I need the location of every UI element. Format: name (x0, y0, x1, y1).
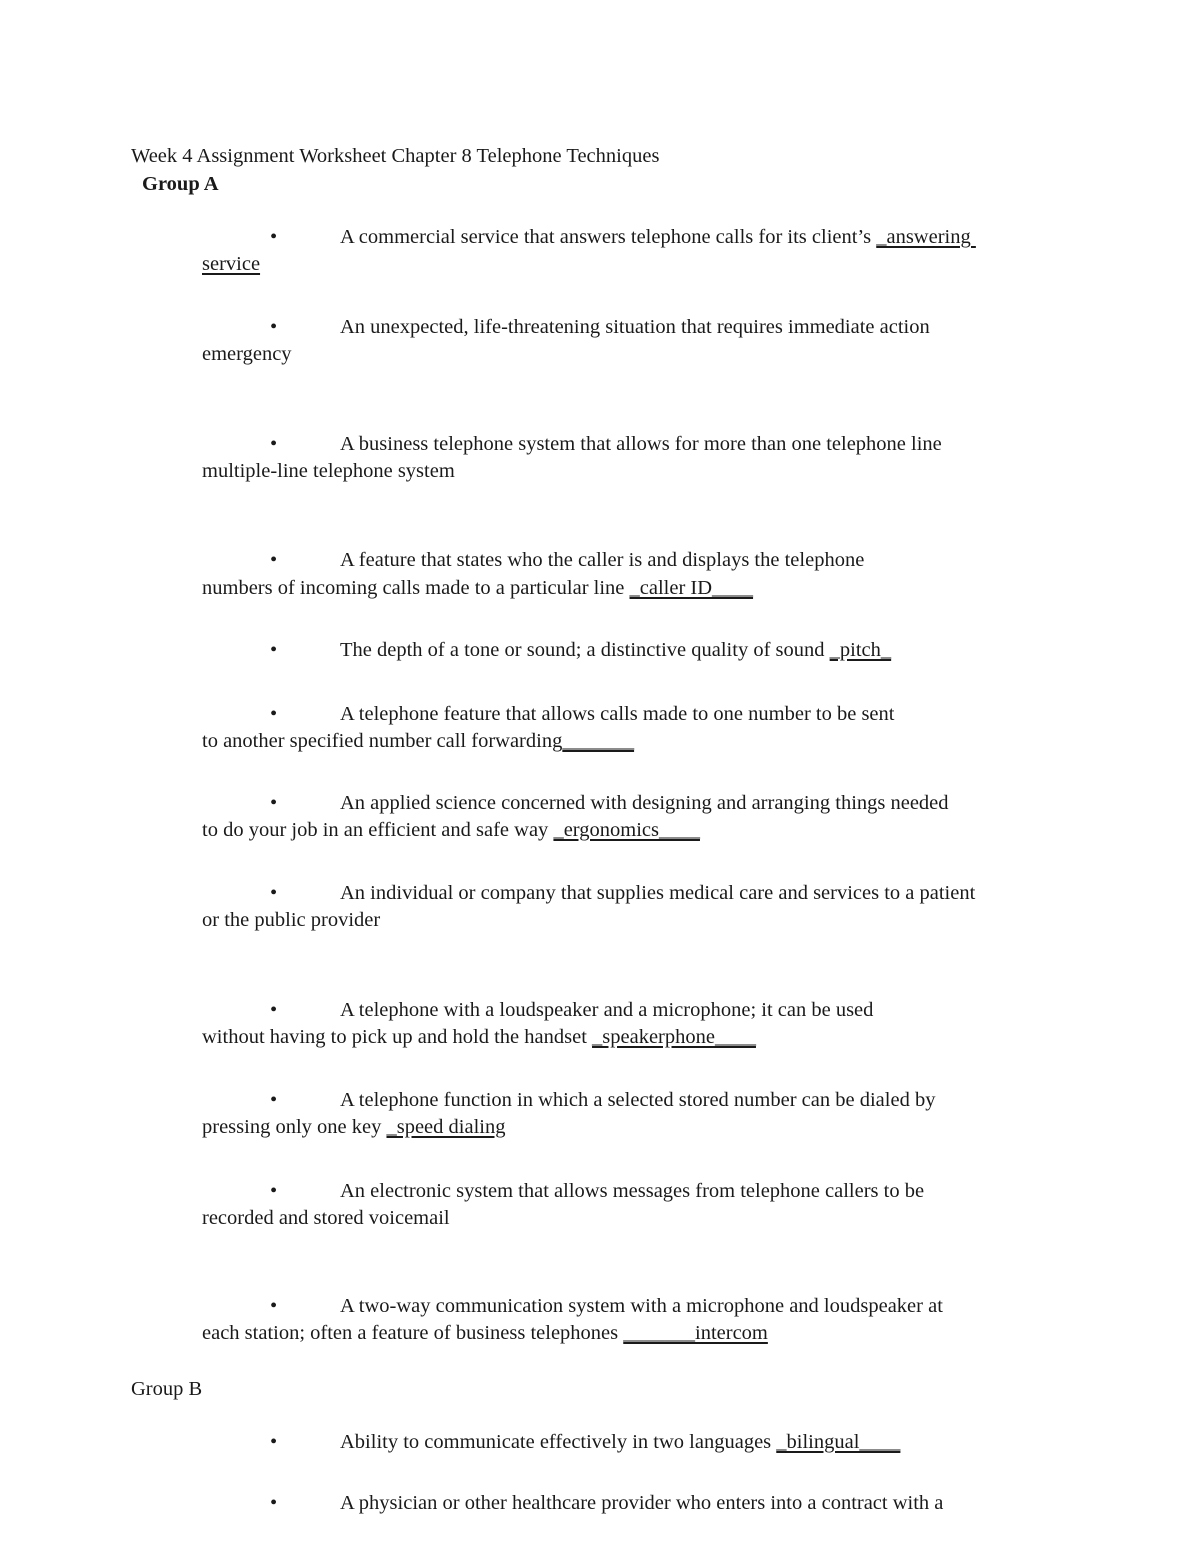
bullet-icon: • (270, 316, 278, 338)
item-question: A business telephone system that allows for more than one telephone line (340, 433, 942, 455)
item-question: An individual or company that supplies medical care and services to a patient (340, 882, 976, 904)
item-question: Ability to communicate effectively in two languages _bilingual____ (340, 1431, 901, 1453)
item-question: An applied science concerned with designing and arranging things needed (340, 792, 949, 814)
item-answer: _bilingual____ (776, 1431, 901, 1453)
item-question: The depth of a tone or sound; a distinctive quality of sound _pitch_ (340, 639, 892, 661)
item-answer: _______intercom (623, 1322, 768, 1344)
bullet-icon: • (270, 226, 278, 248)
item-answer: _______ (562, 730, 635, 752)
item-question-continued: each station; often a feature of business telephones _______intercom (202, 1322, 768, 1344)
item-question-continued: multiple-line telephone system (202, 460, 455, 482)
item-answer: _answering (876, 226, 976, 248)
item-question-continued: or the public provider (202, 909, 381, 931)
bullet-icon: • (270, 792, 278, 814)
item-answer: _speed dialing (386, 1116, 506, 1138)
item-question-continued: emergency (202, 343, 292, 365)
item-answer: _pitch_ (829, 639, 892, 661)
group-b-heading: Group B (131, 1378, 203, 1400)
item-question-continued: pressing only one key _speed dialing (202, 1116, 506, 1138)
bullet-icon: • (270, 703, 278, 725)
item-question: A two-way communication system with a microphone and loudspeaker at (340, 1295, 943, 1317)
bullet-icon: • (270, 1089, 278, 1111)
item-question-continued: recorded and stored voicemail (202, 1207, 450, 1229)
item-question-continued: to another specified number call forwarding_______ (202, 730, 635, 752)
bullet-icon: • (270, 999, 278, 1021)
item-question: A telephone feature that allows calls made to one number to be sent (340, 703, 895, 725)
item-question: An electronic system that allows messages from telephone callers to be (340, 1180, 925, 1202)
group-a-heading: Group A (142, 173, 219, 195)
item-answer: service (202, 253, 261, 275)
item-question: A telephone function in which a selected stored number can be dialed by (340, 1089, 936, 1111)
bullet-icon: • (270, 882, 278, 904)
item-question: A feature that states who the caller is and displays the telephone (340, 549, 865, 571)
bullet-icon: • (270, 1295, 278, 1317)
item-question: A physician or other healthcare provider who enters into a contract with a (340, 1492, 944, 1514)
worksheet-title: Week 4 Assignment Worksheet Chapter 8 Telephone Techniques (131, 145, 660, 167)
item-answer: _speakerphone____ (592, 1026, 756, 1048)
item-question: A commercial service that answers telephone calls for its client’s _answering (340, 226, 976, 248)
bullet-icon: • (270, 1431, 278, 1453)
bullet-icon: • (270, 549, 278, 571)
bullet-icon: • (270, 433, 278, 455)
item-question-continued: numbers of incoming calls made to a particular line _caller ID____ (202, 577, 754, 599)
item-answer: _ergonomics____ (553, 819, 700, 841)
item-question: An unexpected, life-threatening situation that requires immediate action (340, 316, 930, 338)
bullet-icon: • (270, 1492, 278, 1514)
item-question-continued: to do your job in an efficient and safe way _ergonomics____ (202, 819, 700, 841)
item-question: A telephone with a loudspeaker and a microphone; it can be used (340, 999, 874, 1021)
item-question-continued: without having to pick up and hold the handset _speakerphone____ (202, 1026, 756, 1048)
bullet-icon: • (270, 1180, 278, 1202)
item-answer: _caller ID____ (629, 577, 754, 599)
item-question-continued (202, 251, 260, 278)
bullet-icon: • (270, 639, 278, 661)
